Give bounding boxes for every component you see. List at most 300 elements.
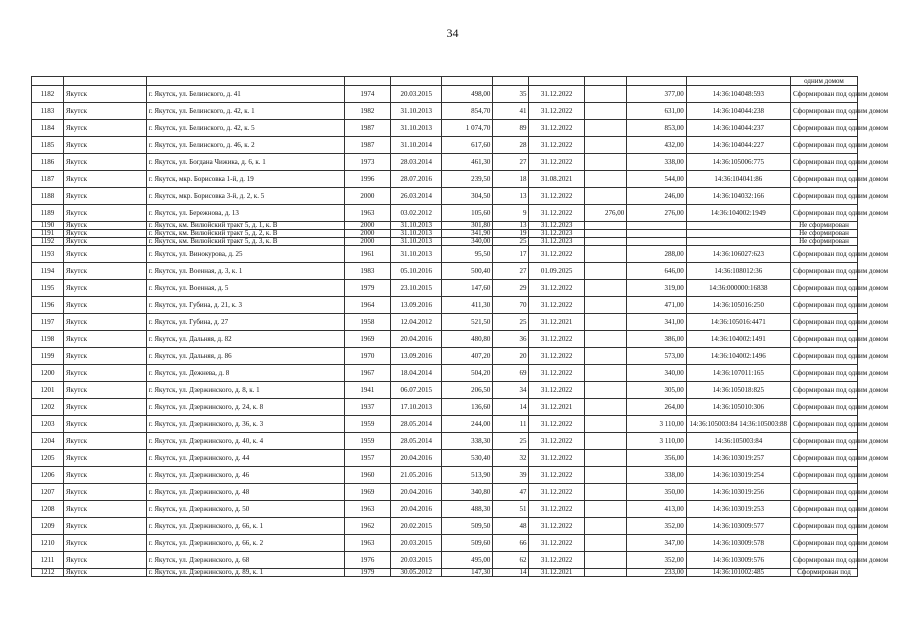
row-number-cell: 1189 xyxy=(32,205,64,222)
city-cell: Якутск xyxy=(63,382,146,399)
area-cell: 498,00 xyxy=(442,86,493,103)
price-cell xyxy=(584,467,627,484)
deadline-cell: 31.12.2022 xyxy=(529,365,584,382)
percent-cell: 14 xyxy=(493,569,529,577)
deadline-cell: 31.12.2022 xyxy=(529,535,584,552)
table-row xyxy=(32,86,858,103)
address-cell: г. Якутск, ул. Дальняя, д. 86 xyxy=(146,348,344,365)
city-cell: Якутск xyxy=(63,280,146,297)
table-row xyxy=(32,552,858,569)
price-cell xyxy=(584,280,627,297)
land-area-cell: 352,00 xyxy=(627,552,687,569)
table-row xyxy=(32,246,858,263)
date-cell: 31.10.2014 xyxy=(391,137,442,154)
percent-cell: 18 xyxy=(493,171,529,188)
address-cell: г. Якутск, мкр. Борисовка 3-й, д. 2, к. 5 xyxy=(146,188,344,205)
year-cell: 2000 xyxy=(344,238,391,246)
address-cell: г. Якутск, км. Вилюйский тракт 5, д. 3, к. В xyxy=(146,238,344,246)
address-cell: г. Якутск, ул. Дзержинского, д. 68 xyxy=(146,552,344,569)
date-cell: 31.10.2013 xyxy=(391,120,442,137)
price-cell xyxy=(584,171,627,188)
land-area-cell: 646,00 xyxy=(627,263,687,280)
cadastral-number-cell: 14:36:103009:578 xyxy=(686,535,790,552)
status-cell: Сформирован под одним домом xyxy=(790,433,857,450)
city-cell: Якутск xyxy=(63,86,146,103)
deadline-cell: 31.12.2022 xyxy=(529,205,584,222)
table-row xyxy=(32,501,858,518)
row-number-cell: 1192 xyxy=(32,238,64,246)
date-cell: 31.10.2013 xyxy=(391,230,442,238)
status-cell: Сформирован под одним домом xyxy=(790,484,857,501)
date-cell: 20.03.2015 xyxy=(391,535,442,552)
cadastral-number-cell: 14:36:104044:237 xyxy=(686,120,790,137)
percent-cell: 32 xyxy=(493,450,529,467)
table-row-partial xyxy=(32,77,858,86)
year-cell: 1961 xyxy=(344,246,391,263)
percent-cell: 13 xyxy=(493,188,529,205)
year-cell: 1967 xyxy=(344,365,391,382)
deadline-cell: 31.12.2022 xyxy=(529,280,584,297)
housing-register-table xyxy=(31,76,889,577)
address-cell: г. Якутск, ул. Военная, д. 5 xyxy=(146,280,344,297)
address-cell: г. Якутск, ул. Дзержинского, д. 40, к. 4 xyxy=(146,433,344,450)
date-cell: 23.10.2015 xyxy=(391,280,442,297)
table-row xyxy=(32,450,858,467)
percent-cell: 13 xyxy=(493,222,529,230)
date-cell: 28.05.2014 xyxy=(391,416,442,433)
price-cell xyxy=(584,238,627,246)
land-area-cell: 350,00 xyxy=(627,484,687,501)
land-area-cell xyxy=(627,222,687,230)
price-cell xyxy=(584,433,627,450)
area-cell: 480,80 xyxy=(442,331,493,348)
year-cell: 2000 xyxy=(344,188,391,205)
year-cell: 1979 xyxy=(344,569,391,577)
date-cell: 31.10.2013 xyxy=(391,103,442,120)
area-cell: 495,00 xyxy=(442,552,493,569)
land-area-cell: 853,00 xyxy=(627,120,687,137)
land-area-cell: 264,00 xyxy=(627,399,687,416)
cadastral-number-cell: 14:36:000000:16838 xyxy=(686,280,790,297)
year-cell: 1959 xyxy=(344,433,391,450)
price-cell xyxy=(584,297,627,314)
land-area-cell: 377,00 xyxy=(627,86,687,103)
address-cell: г. Якутск, ул. Белинского, д. 46, к. 2 xyxy=(146,137,344,154)
city-cell: Якутск xyxy=(63,348,146,365)
status-cell: Сформирован под одним домом xyxy=(790,518,857,535)
deadline-cell: 31.12.2022 xyxy=(529,137,584,154)
price-cell xyxy=(584,120,627,137)
area-cell: 509,60 xyxy=(442,535,493,552)
date-cell: 26.03.2014 xyxy=(391,188,442,205)
percent-cell: 17 xyxy=(493,246,529,263)
date-cell: 20.02.2015 xyxy=(391,518,442,535)
status-cell: Сформирован под одним домом xyxy=(790,552,857,569)
city-cell: Якутск xyxy=(63,501,146,518)
year-cell: 1957 xyxy=(344,450,391,467)
deadline-cell: 31.12.2022 xyxy=(529,188,584,205)
area-cell: 854,70 xyxy=(442,103,493,120)
percent-cell: 66 xyxy=(493,535,529,552)
land-area-cell: 386,00 xyxy=(627,331,687,348)
percent-cell: 28 xyxy=(493,137,529,154)
percent-cell: 19 xyxy=(493,230,529,238)
deadline-cell: 31.12.2023 xyxy=(529,230,584,238)
row-number-cell: 1196 xyxy=(32,297,64,314)
row-number-cell: 1202 xyxy=(32,399,64,416)
percent-cell: 25 xyxy=(493,238,529,246)
status-cell: Сформирован под одним домом xyxy=(790,205,857,222)
percent-cell: 9 xyxy=(493,205,529,222)
area-cell: 340,00 xyxy=(442,238,493,246)
city-cell: Якутск xyxy=(63,433,146,450)
land-area-cell: 338,00 xyxy=(627,154,687,171)
price-cell xyxy=(584,246,627,263)
land-area-cell: 544,00 xyxy=(627,171,687,188)
address-cell: г. Якутск, мкр. Борисовка 1-й, д. 19 xyxy=(146,171,344,188)
year-cell: 1979 xyxy=(344,280,391,297)
percent-cell: 27 xyxy=(493,263,529,280)
area-cell: 95,50 xyxy=(442,246,493,263)
address-cell: г. Якутск, ул. Дзержинского, д. 24, к. 8 xyxy=(146,399,344,416)
price-cell xyxy=(584,230,627,238)
cadastral-number-cell: 14:36:103019:254 xyxy=(686,467,790,484)
cadastral-number-cell: 14:36:103009:576 xyxy=(686,552,790,569)
date-cell: 05.10.2016 xyxy=(391,263,442,280)
table-row xyxy=(32,263,858,280)
land-area-cell: 347,00 xyxy=(627,535,687,552)
price-cell xyxy=(584,314,627,331)
status-cell: Сформирован под одним домом xyxy=(790,86,857,103)
deadline-cell: 31.12.2021 xyxy=(529,314,584,331)
deadline-cell: 31.12.2023 xyxy=(529,222,584,230)
address-cell: г. Якутск, ул. Дзержинского, д. 50 xyxy=(146,501,344,518)
price-cell xyxy=(584,222,627,230)
cadastral-number-cell: 14:36:108012:36 xyxy=(686,263,790,280)
table-row xyxy=(32,103,858,120)
price-cell xyxy=(584,535,627,552)
area-cell: 147,30 xyxy=(442,569,493,577)
city-cell: Якутск xyxy=(63,205,146,222)
percent-cell: 20 xyxy=(493,348,529,365)
status-cell: Сформирован под одним домом xyxy=(790,103,857,120)
city-cell: Якутск xyxy=(63,314,146,331)
row-number-cell: 1184 xyxy=(32,120,64,137)
date-cell: 20.04.2016 xyxy=(391,501,442,518)
land-area-cell: 432,00 xyxy=(627,137,687,154)
percent-cell: 62 xyxy=(493,552,529,569)
cadastral-number-cell: 14:36:103009:577 xyxy=(686,518,790,535)
status-cell: Не сформирован xyxy=(790,222,857,230)
cadastral-number-cell: 14:36:104002:1491 xyxy=(686,331,790,348)
city-cell: Якутск xyxy=(63,137,146,154)
address-cell: г. Якутск, ул. Губина, д. 21, к. 3 xyxy=(146,297,344,314)
year-cell: 1963 xyxy=(344,535,391,552)
deadline-cell: 31.12.2021 xyxy=(529,399,584,416)
price-cell xyxy=(584,382,627,399)
cadastral-number-cell: 14:36:104048:593 xyxy=(686,86,790,103)
land-area-cell: 573,00 xyxy=(627,348,687,365)
price-cell xyxy=(584,569,627,577)
percent-cell: 51 xyxy=(493,501,529,518)
cadastral-number-cell: 14:36:104002:1496 xyxy=(686,348,790,365)
deadline-cell: 31.12.2022 xyxy=(529,103,584,120)
address-cell: г. Якутск, ул. Белинского, д. 41 xyxy=(146,86,344,103)
status-cell: Сформирован под одним домом xyxy=(790,280,857,297)
deadline-cell: 31.12.2022 xyxy=(529,433,584,450)
status-cell: Сформирован под одним домом xyxy=(790,416,857,433)
year-cell: 1982 xyxy=(344,103,391,120)
row-number-cell: 1204 xyxy=(32,433,64,450)
date-cell: 20.04.2016 xyxy=(391,331,442,348)
row-number-cell: 1200 xyxy=(32,365,64,382)
cadastral-number-cell: 14:36:105016:250 xyxy=(686,297,790,314)
area-cell: 105,60 xyxy=(442,205,493,222)
row-number-cell: 1203 xyxy=(32,416,64,433)
year-cell: 1963 xyxy=(344,501,391,518)
city-cell: Якутск xyxy=(63,263,146,280)
date-cell: 30.05.2012 xyxy=(391,569,442,577)
status-cell: Сформирован под одним домом xyxy=(790,450,857,467)
table-row xyxy=(32,205,858,222)
percent-cell: 36 xyxy=(493,331,529,348)
percent-cell: 34 xyxy=(493,382,529,399)
land-area-cell: 3 110,00 xyxy=(627,433,687,450)
address-cell: г. Якутск, ул. Военная, д. 3, к. 1 xyxy=(146,263,344,280)
land-area-cell xyxy=(627,230,687,238)
table-row xyxy=(32,365,858,382)
status-cell: Сформирован под одним домом xyxy=(790,263,857,280)
year-cell: 1969 xyxy=(344,331,391,348)
status-cell: Не сформирован xyxy=(790,230,857,238)
land-area-cell: 3 110,00 xyxy=(627,416,687,433)
land-area-cell: 340,00 xyxy=(627,365,687,382)
cadastral-number-cell: 14:36:105003:84 xyxy=(686,433,790,450)
price-cell xyxy=(584,103,627,120)
city-cell: Якутск xyxy=(63,171,146,188)
city-cell: Якутск xyxy=(63,365,146,382)
city-cell: Якутск xyxy=(63,552,146,569)
cadastral-number-cell: 14:36:107011:165 xyxy=(686,365,790,382)
year-cell: 1983 xyxy=(344,263,391,280)
year-cell: 1962 xyxy=(344,518,391,535)
address-cell: г. Якутск, ул. Дзержинского, д. 46 xyxy=(146,467,344,484)
year-cell: 1973 xyxy=(344,154,391,171)
status-cell: Сформирован под одним домом xyxy=(790,154,857,171)
price-cell xyxy=(584,154,627,171)
land-area-cell: 631,00 xyxy=(627,103,687,120)
row-number-cell: 1212 xyxy=(32,569,64,577)
status-cell: Сформирован под xyxy=(790,569,857,577)
deadline-cell: 31.08.2021 xyxy=(529,171,584,188)
land-area-cell: 305,00 xyxy=(627,382,687,399)
area-cell: 304,50 xyxy=(442,188,493,205)
city-cell: Якутск xyxy=(63,103,146,120)
area-cell: 500,40 xyxy=(442,263,493,280)
deadline-cell: 31.12.2022 xyxy=(529,297,584,314)
cadastral-number-cell xyxy=(686,230,790,238)
address-cell: г. Якутск, ул. Губина, д. 27 xyxy=(146,314,344,331)
table-row xyxy=(32,188,858,205)
city-cell: Якутск xyxy=(63,230,146,238)
percent-cell: 14 xyxy=(493,399,529,416)
address-cell: г. Якутск, ул. Дзержинского, д. 66, к. 1 xyxy=(146,518,344,535)
city-cell: Якутск xyxy=(63,331,146,348)
area-cell: 244,00 xyxy=(442,416,493,433)
status-cell: Сформирован под одним домом xyxy=(790,399,857,416)
percent-cell: 27 xyxy=(493,154,529,171)
row-number-cell: 1197 xyxy=(32,314,64,331)
year-cell: 1987 xyxy=(344,137,391,154)
cadastral-number-cell: 14:36:103019:256 xyxy=(686,484,790,501)
date-cell: 18.04.2014 xyxy=(391,365,442,382)
status-cell: Сформирован под одним домом xyxy=(790,331,857,348)
date-cell: 20.04.2016 xyxy=(391,484,442,501)
land-area-cell xyxy=(627,238,687,246)
area-cell: 1 074,70 xyxy=(442,120,493,137)
table-row xyxy=(32,484,858,501)
address-cell: г. Якутск, ул. Дзержинского, д. 8, к. 1 xyxy=(146,382,344,399)
year-cell: 1974 xyxy=(344,86,391,103)
price-cell xyxy=(584,348,627,365)
status-cell: Не сформирован xyxy=(790,238,857,246)
land-area-cell: 288,00 xyxy=(627,246,687,263)
row-number-cell: 1186 xyxy=(32,154,64,171)
percent-cell: 35 xyxy=(493,86,529,103)
area-cell: 407,20 xyxy=(442,348,493,365)
cadastral-number-cell: 14:36:105006:775 xyxy=(686,154,790,171)
percent-cell: 70 xyxy=(493,297,529,314)
status-cell: Сформирован под одним домом xyxy=(790,348,857,365)
status-cell: Сформирован под одним домом xyxy=(790,535,857,552)
cadastral-number-cell: 14:36:104044:238 xyxy=(686,103,790,120)
address-cell: г. Якутск, км. Вилюйский тракт 5, д. 2, к. В xyxy=(146,230,344,238)
city-cell: Якутск xyxy=(63,484,146,501)
deadline-cell: 31.12.2022 xyxy=(529,450,584,467)
date-cell: 28.05.2014 xyxy=(391,433,442,450)
year-cell: 2000 xyxy=(344,230,391,238)
date-cell: 31.10.2013 xyxy=(391,222,442,230)
table-row xyxy=(32,416,858,433)
deadline-cell: 31.12.2023 xyxy=(529,238,584,246)
date-cell: 20.04.2016 xyxy=(391,450,442,467)
date-cell: 13.09.2016 xyxy=(391,297,442,314)
price-cell xyxy=(584,263,627,280)
address-cell: г. Якутск, ул. Дальняя, д. 82 xyxy=(146,331,344,348)
year-cell: 1976 xyxy=(344,552,391,569)
price-cell xyxy=(584,331,627,348)
table-row xyxy=(32,238,858,246)
area-cell: 411,30 xyxy=(442,297,493,314)
area-cell: 530,40 xyxy=(442,450,493,467)
city-cell: Якутск xyxy=(63,450,146,467)
date-cell: 03.02.2012 xyxy=(391,205,442,222)
date-cell: 28.03.2014 xyxy=(391,154,442,171)
area-cell: 504,20 xyxy=(442,365,493,382)
address-cell: г. Якутск, ул. Белинского, д. 42, к. 5 xyxy=(146,120,344,137)
date-cell: 31.10.2013 xyxy=(391,246,442,263)
table-row xyxy=(32,297,858,314)
table-row xyxy=(32,535,858,552)
row-number-cell: 1210 xyxy=(32,535,64,552)
deadline-cell: 31.12.2021 xyxy=(529,569,584,577)
city-cell: Якутск xyxy=(63,222,146,230)
city-cell: Якутск xyxy=(63,467,146,484)
deadline-cell: 31.12.2022 xyxy=(529,484,584,501)
address-cell: г. Якутск, ул. Дзержинского, д. 66, к. 2 xyxy=(146,535,344,552)
address-cell: г. Якутск, ул. Дзержинского, д. 36, к. 3 xyxy=(146,416,344,433)
row-number-cell: 1188 xyxy=(32,188,64,205)
price-cell xyxy=(584,552,627,569)
deadline-cell: 31.12.2022 xyxy=(529,331,584,348)
row-number-cell: 1190 xyxy=(32,222,64,230)
price-cell xyxy=(584,484,627,501)
status-cell: Сформирован под одним домом xyxy=(790,246,857,263)
city-cell: Якутск xyxy=(63,535,146,552)
address-cell: г. Якутск, ул. Дзержинского, д. 44 xyxy=(146,450,344,467)
cadastral-number-cell: 14:36:105010:306 xyxy=(686,399,790,416)
status-cell: Сформирован под одним домом xyxy=(790,297,857,314)
cadastral-number-cell xyxy=(686,238,790,246)
table-row xyxy=(32,331,858,348)
year-cell: 1987 xyxy=(344,120,391,137)
row-number-cell: 1199 xyxy=(32,348,64,365)
deadline-cell: 31.12.2022 xyxy=(529,552,584,569)
address-cell: г. Якутск, ул. Дзержинского, д. 89, к. 1 xyxy=(146,569,344,577)
cadastral-number-cell: 14:36:103019:257 xyxy=(686,450,790,467)
percent-cell: 41 xyxy=(493,103,529,120)
area-cell: 147,60 xyxy=(442,280,493,297)
row-number-cell: 1206 xyxy=(32,467,64,484)
table-row xyxy=(32,280,858,297)
row-number-cell: 1191 xyxy=(32,230,64,238)
year-cell: 1996 xyxy=(344,171,391,188)
row-number-cell: 1183 xyxy=(32,103,64,120)
address-cell: г. Якутск, ул. Бережнова, д. 13 xyxy=(146,205,344,222)
row-number-cell: 1205 xyxy=(32,450,64,467)
year-cell: 1970 xyxy=(344,348,391,365)
area-cell: 461,30 xyxy=(442,154,493,171)
deadline-cell: 01.09.2025 xyxy=(529,263,584,280)
percent-cell: 39 xyxy=(493,467,529,484)
price-cell xyxy=(584,518,627,535)
deadline-cell: 31.12.2022 xyxy=(529,467,584,484)
area-cell: 488,30 xyxy=(442,501,493,518)
deadline-cell: 31.12.2022 xyxy=(529,518,584,535)
area-cell: 239,50 xyxy=(442,171,493,188)
table-row xyxy=(32,518,858,535)
land-area-cell: 246,00 xyxy=(627,188,687,205)
address-cell: г. Якутск, ул. Белинского, д. 42, к. 1 xyxy=(146,103,344,120)
address-cell: г. Якутск, км. Вилюйский тракт 5, д. 1, к. В xyxy=(146,222,344,230)
area-cell: 136,60 xyxy=(442,399,493,416)
status-cell: Сформирован под одним домом xyxy=(790,501,857,518)
year-cell: 1959 xyxy=(344,416,391,433)
row-number-cell: 1195 xyxy=(32,280,64,297)
deadline-cell: 31.12.2022 xyxy=(529,348,584,365)
percent-cell: 25 xyxy=(493,314,529,331)
city-cell: Якутск xyxy=(63,297,146,314)
price-cell xyxy=(584,416,627,433)
cadastral-number-cell: 14:36:104041:86 xyxy=(686,171,790,188)
row-number-cell: 1182 xyxy=(32,86,64,103)
area-cell: 617,60 xyxy=(442,137,493,154)
table-row xyxy=(32,382,858,399)
page-number: 34 xyxy=(446,26,459,40)
city-cell: Якутск xyxy=(63,238,146,246)
cadastral-number-cell: 14:36:106027:623 xyxy=(686,246,790,263)
table-row xyxy=(32,348,858,365)
